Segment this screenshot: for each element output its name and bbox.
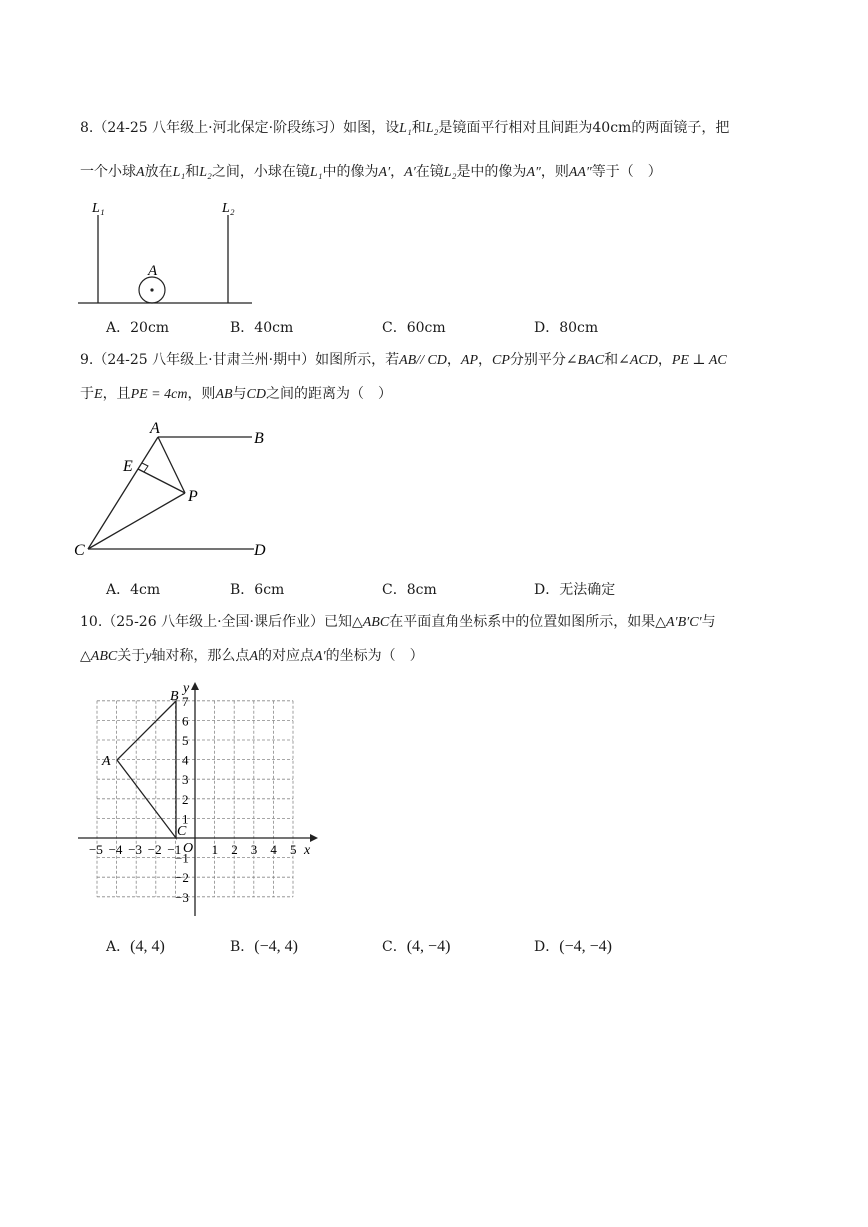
line-PE bbox=[138, 469, 185, 493]
right-angle-mark bbox=[142, 463, 148, 472]
y-tick-label: 5 bbox=[182, 733, 189, 748]
q9-line-1: 9.（24-25 八年级上·甘肃兰州·期中）如图所示，若AB// CD，AP，CP分别平分∠BAC和∠ACD，PE ⊥ AC bbox=[80, 352, 727, 368]
point-label-B: B bbox=[170, 689, 179, 704]
q10-line-2: △ABC关于y轴对称，那么点A的对应点A′的坐标为（ ） bbox=[80, 648, 424, 664]
x-tick-label: −3 bbox=[128, 842, 143, 857]
x-tick-label: −5 bbox=[89, 842, 103, 857]
q10-line-1: 10.（25-26 八年级上·全国·课后作业）已知△ABC在平面直角坐标系中的位置如图所示，如果△A′B′C′与 bbox=[80, 614, 716, 630]
line-AP bbox=[158, 437, 185, 493]
y-tick-label: 3 bbox=[182, 772, 189, 788]
q8-figure-mirrors bbox=[70, 198, 270, 308]
q10-number: 10. bbox=[80, 614, 103, 630]
q8-option-c[interactable]: C．60cm bbox=[382, 320, 446, 336]
y-tick-label: −2 bbox=[175, 870, 189, 886]
q10-option-c[interactable]: C．(4, −4) bbox=[382, 938, 451, 955]
x-axis-label: x bbox=[304, 843, 311, 858]
y-axis-label: y bbox=[183, 681, 190, 696]
q10-option-d[interactable]: D．(−4, −4) bbox=[534, 938, 612, 955]
point-label-C: C bbox=[177, 824, 187, 839]
q9-option-c[interactable]: C．8cm bbox=[382, 582, 437, 598]
q9-number: 9. bbox=[80, 352, 94, 368]
triangle-ABC bbox=[117, 701, 176, 838]
label-P: P bbox=[188, 488, 198, 505]
origin-label: O bbox=[183, 841, 194, 856]
x-tick-label: 5 bbox=[290, 842, 297, 857]
q9-option-a[interactable]: A．4cm bbox=[106, 582, 161, 598]
q8-option-a[interactable]: A．20cm bbox=[106, 320, 170, 336]
q8-source: （24-25 八年级上·河北保定·阶段练习） bbox=[93, 120, 344, 136]
label-A: A bbox=[150, 420, 160, 437]
q10-figure-coordinate-grid bbox=[70, 678, 330, 918]
q10-option-a[interactable]: A．(4, 4) bbox=[106, 938, 165, 955]
y-tick-label: −3 bbox=[175, 889, 189, 905]
x-tick-label: 3 bbox=[250, 842, 258, 857]
y-tick-label: 7 bbox=[182, 693, 189, 709]
x-tick-label: −4 bbox=[108, 842, 123, 857]
x-tick-label: −1 bbox=[167, 842, 182, 857]
q10-source: （25-26 八年级上·全国·课后作业） bbox=[102, 614, 324, 630]
line-AC bbox=[88, 437, 158, 549]
label-D: D bbox=[254, 542, 266, 559]
x-tick-label: 2 bbox=[231, 842, 238, 857]
line-CP bbox=[88, 493, 185, 549]
q9-option-b[interactable]: B．6cm bbox=[230, 582, 285, 598]
q8-line-2: 一个小球A放在L₁和L₂之间，小球在镜L₁中的像为A′，A′在镜L₂是中的像为A″，则AA″等于（ ） bbox=[80, 164, 662, 180]
x-tick-label: −2 bbox=[147, 842, 162, 857]
x-axis-arrow bbox=[310, 834, 318, 842]
q8-line-1: 8.（24-25 八年级上·河北保定·阶段练习）如图，设L₁和L₂是镜面平行相对且间距为40cm的两面镜子，把 bbox=[80, 120, 730, 136]
label-L2: L₂ bbox=[222, 201, 235, 216]
label-C: C bbox=[74, 542, 85, 559]
point-label-A: A bbox=[102, 754, 111, 769]
x-tick-label: 4 bbox=[270, 842, 277, 857]
label-E: E bbox=[123, 458, 133, 475]
q9-figure-parallel bbox=[70, 415, 290, 565]
label-B: B bbox=[254, 430, 264, 447]
label-A: A bbox=[148, 263, 158, 279]
q8-number: 8. bbox=[80, 120, 94, 136]
q9-line-2: 于E，且PE = 4cm，则AB与CD之间的距离为（ ） bbox=[80, 386, 392, 402]
y-tick-label: 2 bbox=[182, 791, 189, 807]
y-tick-label: −1 bbox=[175, 850, 189, 866]
q9-source: （24-25 八年级上·甘肃兰州·期中） bbox=[93, 352, 316, 368]
q8-option-d[interactable]: D．80cm bbox=[534, 320, 599, 336]
y-axis-arrow bbox=[191, 682, 199, 690]
x-tick-label: 1 bbox=[211, 842, 219, 857]
y-tick-label: 4 bbox=[182, 752, 189, 768]
q9-option-d[interactable]: D．无法确定 bbox=[534, 582, 616, 598]
y-tick-label: 6 bbox=[182, 713, 189, 729]
y-tick-label: 1 bbox=[182, 811, 189, 827]
ball-center-dot bbox=[150, 288, 153, 291]
q10-option-b[interactable]: B．(−4, 4) bbox=[230, 938, 298, 955]
label-L1: L₁ bbox=[92, 201, 105, 216]
q8-option-b[interactable]: B．40cm bbox=[230, 320, 294, 336]
